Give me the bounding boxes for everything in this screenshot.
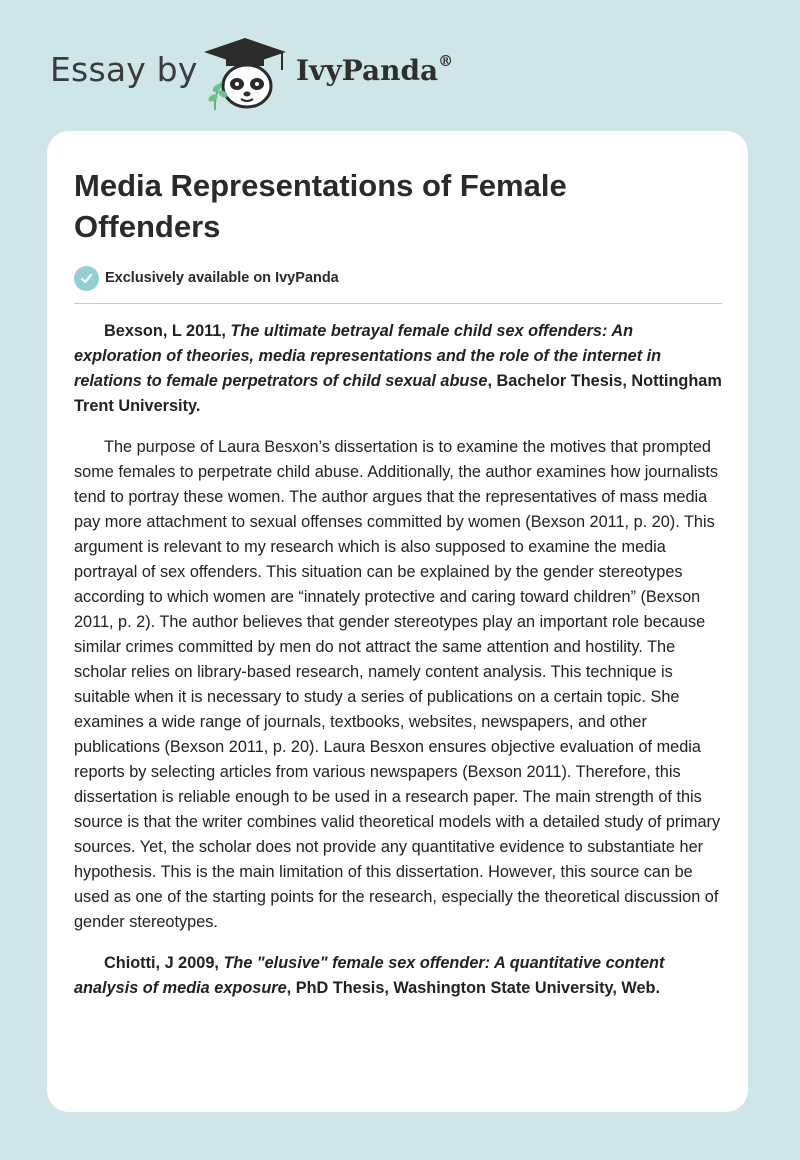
reference-entry-1 xyxy=(74,319,724,419)
page-title: Media Representations of Female Offenders xyxy=(74,168,567,244)
ref1-source: , Bachelor Thesis, Nottingham Trent University. xyxy=(74,372,722,415)
essay-card xyxy=(47,131,748,1112)
divider xyxy=(74,303,722,304)
exclusive-label: Exclusively available on IvyPanda xyxy=(105,270,339,286)
registered-mark: ® xyxy=(438,51,454,70)
paragraph-1: The purpose of Laura Besxon’s dissertation is to examine the motives that prompted some females to perpetrate child abuse. Additionally, the author examines how journalists tend to portray these women. The author argues that the representatives of mass media pay more attachment to sexual offenses committed by women (Bexson 2011, p. 20). This argument is relevant to my research which is also supposed to examine the media portrayal of sex offenders. This situation can be explained by the gender stereotypes according to which women are “innately protective and caring toward children” (Bexson 2011, p. 2). The author believes that gender stereotypes play an important role because similar crimes committed by men do not attract the same attention and hostility. The scholar relies on library-based research, namely content analysis. This technique is suitable when it is necessary to study a series of publications on a certain topic. She examines a wide range of journals, textbooks, websites, newspapers, and other publications (Bexson 2011, p. 20). Laura Besxon ensures objective evaluation of media reports by selecting articles from various newspapers (Bexson 2011). Therefore, this dissertation is reliable enough to be used in a research paper. The main strength of this source is that the writer combines valid theoretical models with a detailed study of primary sources. Yet, the scholar does not provide any quantitative evidence to substantiate her hypothesis. This is the main limitation of this dissertation. However, this source can be used as one of the starting points for the research, especially the theoretical discussion of gender stereotypes. xyxy=(74,438,721,931)
site-header xyxy=(50,34,750,114)
check-circle-icon xyxy=(74,266,99,291)
ref1-title: The ultimate betrayal female child sex offenders: An exploration of theories, media representations and the role of the internet in relations to female perpetrators of child sexual abuse xyxy=(74,322,662,390)
ref2-author: Chiotti, J 2009, xyxy=(104,954,224,972)
panda-logo-icon xyxy=(202,36,288,112)
ref2-title: The "elusive" female sex offender: A quantitative content analysis of media exposure xyxy=(74,954,665,997)
ref2-source: , PhD Thesis, Washington State University, Web. xyxy=(286,979,660,997)
exclusive-badge xyxy=(74,265,339,291)
reference-entry-2 xyxy=(74,951,724,1001)
brand-name-text: IvyPanda xyxy=(296,54,439,87)
ref1-author: Bexson, L 2011, xyxy=(104,322,231,340)
article-body xyxy=(74,319,724,1017)
essay-by-label: Essay by xyxy=(50,50,198,89)
brand-name xyxy=(296,51,454,87)
